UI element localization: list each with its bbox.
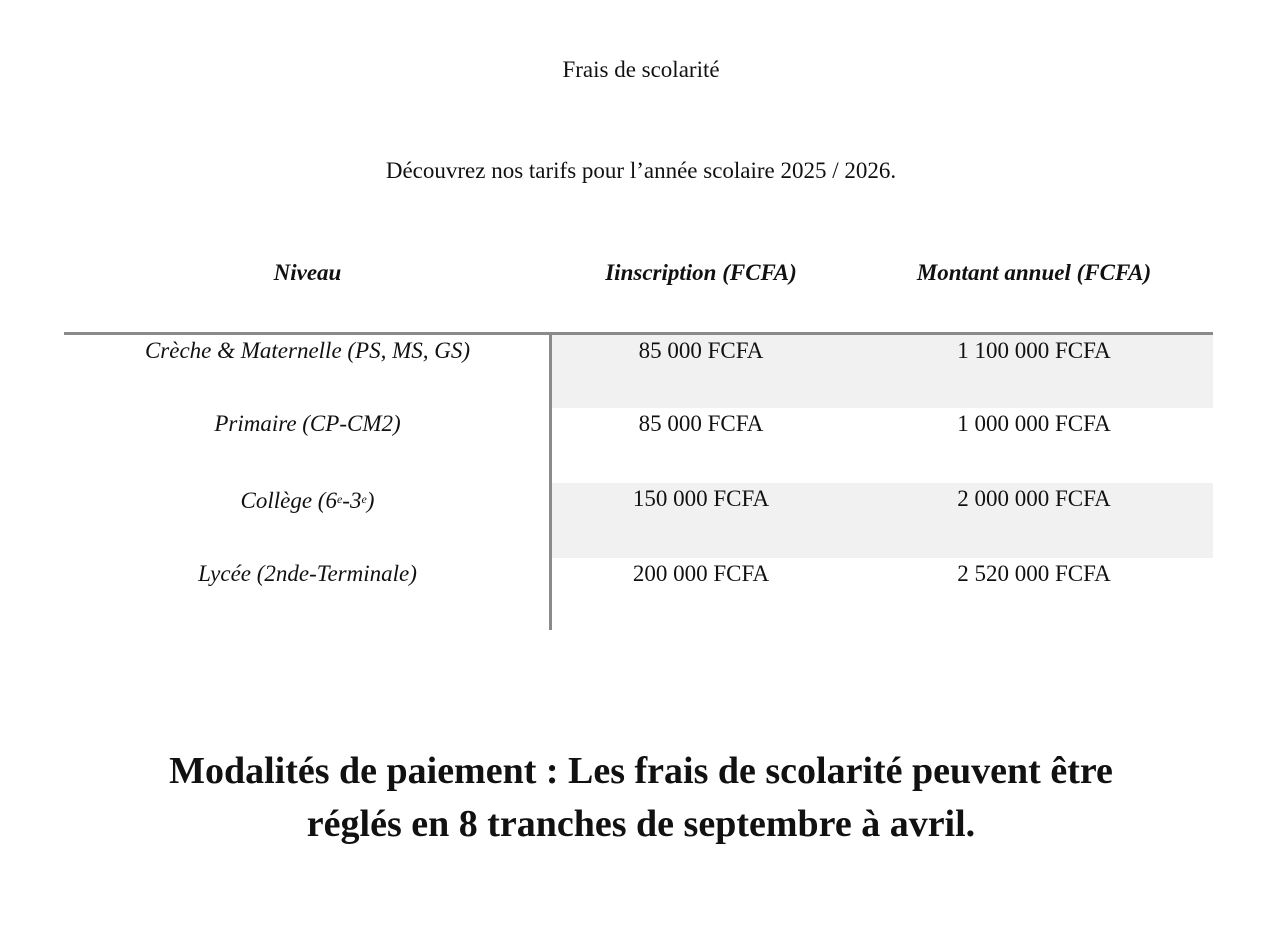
table-row [64, 408, 1213, 483]
column-divider [549, 335, 552, 630]
header-annual: Montant annuel (FCFA) [916, 260, 1152, 285]
level-text: Collège (6 [240, 488, 337, 513]
cell-level: Crèche & Maternelle (PS, MS, GS) [144, 338, 471, 363]
cell-annual: 2 520 000 FCFA [957, 561, 1111, 586]
level-text: ) [366, 488, 375, 513]
cell-registration: 200 000 FCFA [632, 561, 770, 586]
cell-level: Primaire (CP-CM2) [214, 411, 401, 436]
cell-annual: 2 000 000 FCFA [957, 486, 1111, 511]
cell-annual: 1 100 000 FCFA [957, 338, 1111, 363]
payment-note-line-1: Modalités de paiement : Les frais de scolarité peuvent être [169, 750, 1113, 792]
table-row [64, 483, 1213, 558]
cell-level: Lycée (2nde-Terminale) [198, 561, 417, 586]
table-header-row [64, 240, 1213, 334]
payment-note [100, 745, 1182, 851]
table-row [64, 335, 1213, 408]
page-subtitle: Découvrez nos tarifs pour l’année scolaire 2025 / 2026. [385, 158, 897, 183]
page-title: Frais de scolarité [562, 57, 720, 82]
payment-note-line-2: réglés en 8 tranches de septembre à avril. [306, 803, 976, 845]
superscript: e [336, 492, 343, 506]
cell-registration: 85 000 FCFA [638, 338, 764, 363]
cell-level [64, 487, 551, 515]
table-row [64, 558, 1213, 630]
header-registration: Iinscription (FCFA) [605, 260, 797, 285]
level-text: -3 [342, 488, 362, 513]
header-level: Niveau [273, 260, 342, 285]
tuition-table [64, 240, 1213, 630]
cell-registration: 85 000 FCFA [638, 411, 764, 436]
cell-registration: 150 000 FCFA [632, 486, 770, 511]
superscript: e [361, 492, 367, 506]
cell-annual: 1 000 000 FCFA [957, 411, 1111, 436]
